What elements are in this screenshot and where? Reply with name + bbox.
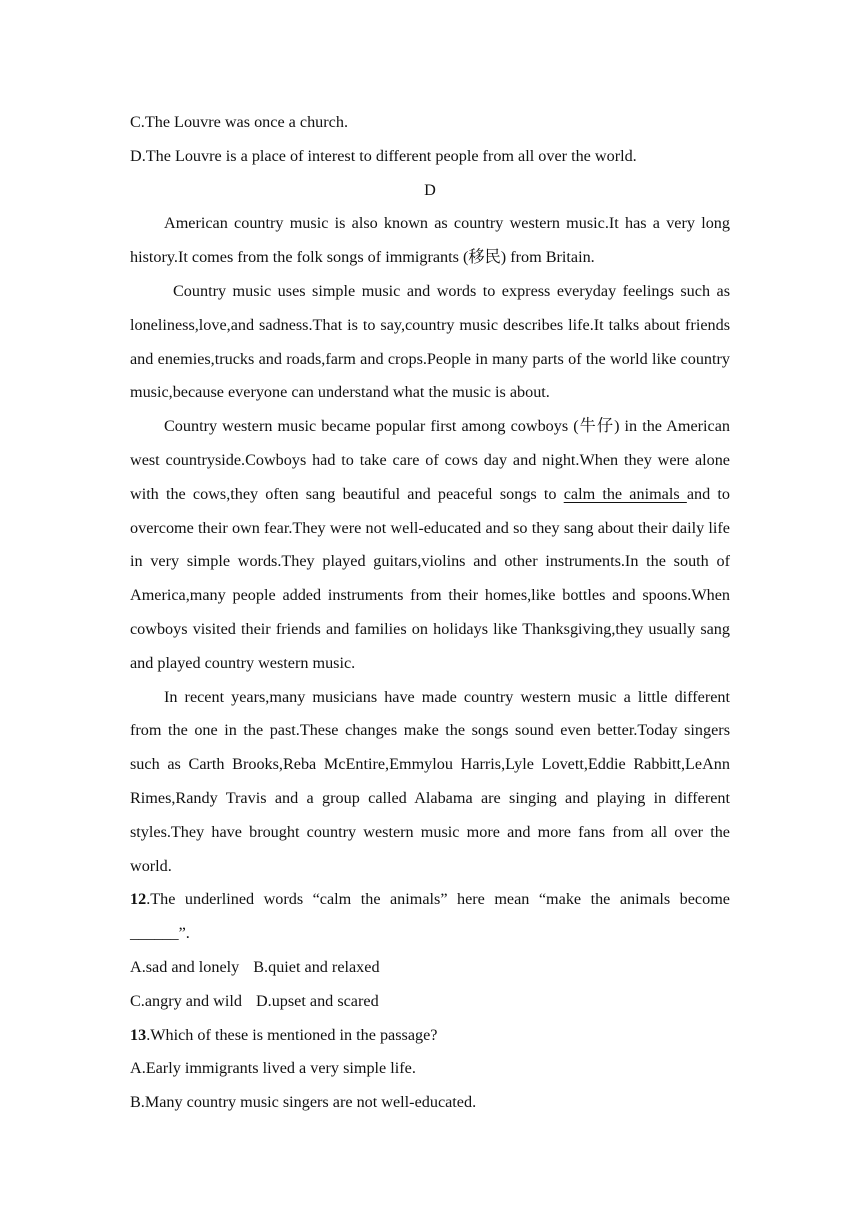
paragraph-3-text-before: Country western music became popular first among cowboys (牛仔) in the American west countryside.Cowboys had to take care of cows day and night.When they were alone with the cows,they often sang beautiful and peaceful songs to <box>130 417 730 503</box>
question-12 <box>130 883 730 951</box>
q13-option-b: B.Many country music singers are not well-educated. <box>130 1093 477 1112</box>
q12-option-d: D.upset and scared <box>255 991 379 1010</box>
option-d-prev: D.The Louvre is a place of interest to different people from all over the world. <box>130 146 637 165</box>
passage-paragraph-2: Country music uses simple music and words to express everyday feelings such as loneliness,love,and sadness.That is to say,country music describes life.It talks about friends and enemies,trucks and roads,farm and crops.People in many parts of the world like country music,because everyone can understand what the music is about. <box>130 281 730 402</box>
question-12-number: 12 <box>130 890 147 909</box>
underlined-phrase: calm the animals <box>563 484 687 503</box>
q13-option-a: A.Early immigrants lived a very simple life. <box>130 1059 416 1078</box>
option-c-prev: C.The Louvre was once a church. <box>130 113 348 131</box>
question-13-number: 13 <box>130 1025 147 1044</box>
question-13-stem: .Which of these is mentioned in the passage? <box>146 1025 438 1044</box>
document-content <box>130 106 730 1120</box>
q12-option-a: A.sad and lonely <box>130 957 240 976</box>
section-label: D <box>424 180 436 199</box>
passage-paragraph-4: In recent years,many musicians have made country western music a little different from the one in the past.These changes make the songs sound even better.Today singers such as Carth Brooks,Reba McEntire,Emmylou Harris,Lyle Lovett,Eddie Rabbitt,LeAnn Rimes,Randy Travis and a group called Alabama are singing and playing in different styles.They have brought country western music more and more fans from all over the world. <box>130 687 730 875</box>
question-13 <box>130 1019 730 1053</box>
q12-option-b: B.quiet and relaxed <box>253 957 380 976</box>
q12-option-c: C.angry and wild <box>130 991 242 1010</box>
question-12-stem: .The underlined words “calm the animals” here mean “make the animals become ______”. <box>130 890 730 943</box>
passage-paragraph-1: American country music is also known as country western music.It has a very long history.It comes from the folk songs of immigrants (移民) from Britain. <box>130 214 730 267</box>
passage-paragraph-3 <box>130 410 730 680</box>
question-12-options-cd <box>130 985 730 1019</box>
question-12-options-ab <box>130 951 730 985</box>
paragraph-3-text-after: and to overcome their own fear.They were not well-educated and so they sang about their daily life in very simple words.They played guitars,violins and other instruments.In the south of America,many people added instruments from their homes,like bottles and spoons.When cowboys visited their friends and families on holidays like Thanksgiving,they usually sang and played country western music. <box>130 484 730 672</box>
